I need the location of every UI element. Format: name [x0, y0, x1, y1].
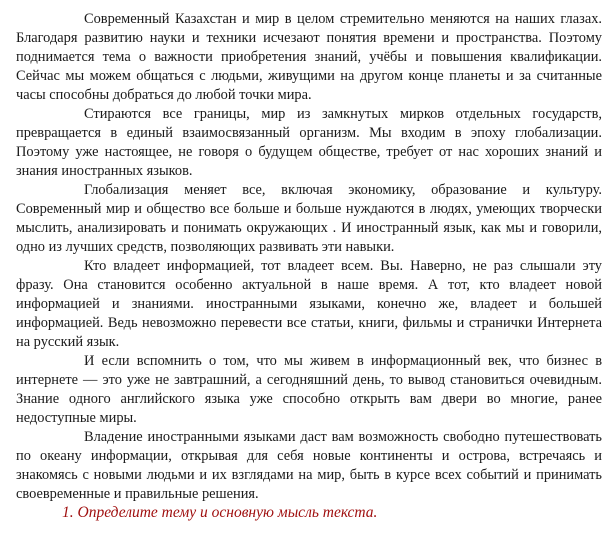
article-text — [16, 10, 602, 504]
task-question: 1. Определите тему и основную мысль текста. — [62, 504, 378, 521]
paragraph-3: Глобализация меняет все, включая экономику, образование и культуру. Современный мир и общество все больше и больше нуждаются в людях, умеющих творчески мыслить, анализировать и понимать окружающих . И иностранный язык, как мы и говорили, одно из лучших средств, позволяющих развивать эти навыки. — [16, 182, 602, 255]
paragraph-5: И если вспомнить о том, что мы живем в информационный век, что бизнес в интернете — это уже не завтрашний, а сегодняшний день, то вывод становиться очевидным. Знание одного английского языка уже способно открыть вам двери во многие, ранее недоступные миры. — [16, 353, 602, 426]
paragraph-4: Кто владеет информацией, тот владеет всем. Вы. Наверно, не раз слышали эту фразу. Она становится особенно актуальной в наше время. А тот, кто владеет новой информацией и знаниями. иностранными языками, конечно же, владеет и большей информацией. Ведь невозможно перевести все статьи, книги, фильмы и странички Интернета на русский язык. — [16, 258, 602, 350]
paragraph-6: Владение иностранными языками даст вам возможность свободно путешествовать по океану информации, открывая для себя новые континенты и острова, встречаясь и знакомясь с новыми людьми и их взглядами на мир, быть в курсе всех событий и принимать своевременные и правильные решения. — [16, 429, 602, 502]
paragraph-2: Стираются все границы, мир из замкнутых мирков отдельных государств, превращается в единый взаимосвязанный организм. Мы входим в эпоху глобализации. Поэтому уже настоящее, не говоря о будущем обществе, требует от нас хороших знаний и знания иностранных языков. — [16, 106, 602, 179]
paragraph-1: Современный Казахстан и мир в целом стремительно меняются на наших глазах. Благодаря развитию науки и техники исчезают понятия времени и пространства. Поэтому поднимается тема о важности приобретения знаний, учёбы и повышения квалификации. Сейчас мы можем общаться с людьми, живущими на другом конце планеты и за считанные часы способны добраться до любой точки мира. — [16, 11, 602, 103]
